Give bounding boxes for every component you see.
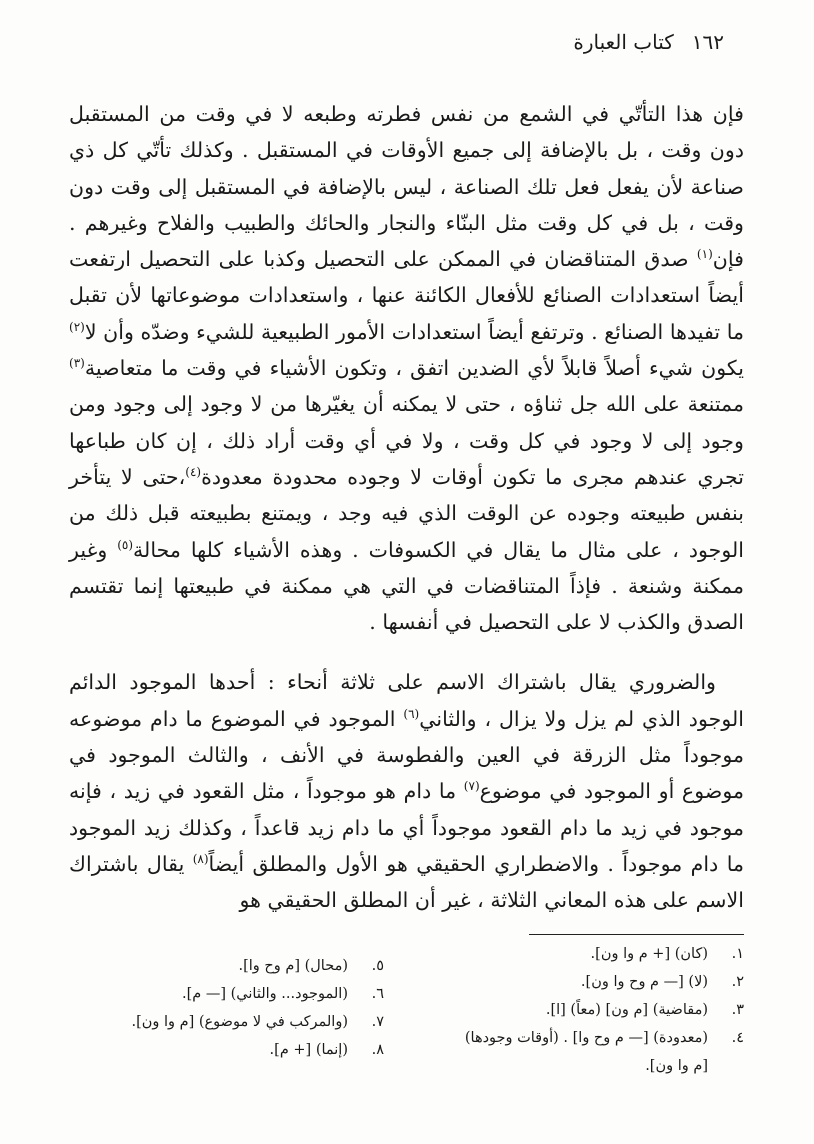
footnote xyxy=(414,996,744,1024)
footnote-text: (كان) [+ م وا ون]. xyxy=(590,946,708,962)
footnote-continuation: [م وا ون]. xyxy=(645,1058,708,1074)
footnote-ref: (٦) xyxy=(403,706,420,721)
footnote-text: (والمركب في لا موضوع) [م وا ون]. xyxy=(131,1014,348,1030)
footnote-ref: (٢) xyxy=(69,319,85,334)
footnote-number: ٥. xyxy=(371,958,384,974)
text-run: يقال باشتراك الاسم على هذه المعاني الثلاثة ، غير أن المطلق الحقيقي هو xyxy=(69,851,744,913)
footnote xyxy=(414,968,744,996)
footnote-number: ٧. xyxy=(371,1014,384,1030)
text-run: يكون شيء أصلاً قابلاً لأي الضدين اتفق ، وتكون الأشياء في وقت ما متعاصية xyxy=(84,356,744,381)
footnote-text: (معدودة) [— م وح وا] . (أوقات وجودها) xyxy=(464,1030,708,1046)
text-run: فإن هذا التأتّي في الشمع من نفس فطرته وطبعه لا في وقت من المستقبل دون وقت ، بل بالإضافة إلى جميع الأوقات في المستقبل . وكذلك تأتّي كل ذي صناعة لأن يفعل فعل تلك الصناعة ، ليس بالإضافة في المستقبل إلى وقت دون وقت ، بل في كل وقت مثل البنّاء والنجار والحائك والطبيب والفلاح وغيرهم . فإن xyxy=(69,102,744,272)
book-title: كتاب العبارة xyxy=(573,30,674,54)
text-run: ،حتى لا يتأخر بنفس طبيعته وجوده عن الوقت الذي فيه وجد ، ويمتنع بطبيعته قبل ذلك من الوجود ، على مثال ما يقال في الكسوفات . وهذه الأشياء كلها محالة xyxy=(69,464,744,562)
footnote xyxy=(414,940,744,968)
text-run: وغير ممكنة وشنعة . فإذاً المتناقضات في التي هي ممكنة في طبيعتها إنما تقتسم الصدق والكذب لا على التحصيل في أنفسها . xyxy=(69,537,744,635)
footnote-divider xyxy=(529,934,744,935)
footnote-number: ٦. xyxy=(371,986,384,1002)
footnote-text: (مقاضية) [م ون] (معاً) [ا]. xyxy=(545,1002,708,1018)
text-run: والضروري يقال باشتراك الاسم على ثلاثة أنحاء : أحدها الموجود الدائم الوجود الذي لم يزل ولا يزال ، والثاني xyxy=(69,670,744,731)
footnote-ref: (٣) xyxy=(69,356,85,371)
footnote-ref: (٨) xyxy=(192,852,209,867)
footnote-ref: (٧) xyxy=(463,779,480,794)
text-run: ممتنعة على الله جل ثناؤه ، حتى لا يمكنه أن يغيّرها من لا وجود إلى وجود ومن وجود إلى لا وجود في كل وقت ، ولا في أي وقت أراد ذلك ، إن كان طباعها تجري عندهم مجرى ما تكون أوقات لا وجوده محدودة معدودة xyxy=(69,392,744,489)
footnote xyxy=(54,1036,384,1064)
footnote xyxy=(54,980,384,1008)
footnote-ref: (٤) xyxy=(185,465,202,480)
text-run: صدق المتناقضان في الممكن على التحصيل وكذبا على التحصيل ارتفعت أيضاً استعدادات الصنائع للأفعال الكائنة عنها ، واستعدادات موضوعاتها لأن تقبل ما تفيدها الصنائع . وترتفع أيضاً استعدادات الأمور الطبيعية للشيء وضدّه وأن لا xyxy=(69,247,744,344)
footnotes-right-column xyxy=(414,940,744,1080)
page-number: ١٦٢ xyxy=(691,30,724,54)
footnote-number: ٢. xyxy=(731,974,744,990)
footnote-text: (محال) [م وح وا]. xyxy=(238,958,348,974)
footnote-number: ٨. xyxy=(371,1042,384,1058)
footnote-ref: (٥) xyxy=(117,537,134,552)
footnote xyxy=(54,1008,384,1036)
footnote xyxy=(414,1024,744,1052)
footnote-text: (لا) [— م وح وا ون]. xyxy=(580,974,708,990)
main-text xyxy=(69,96,744,919)
footnote xyxy=(54,952,384,980)
footnote-number: ١. xyxy=(731,946,744,962)
footnotes-left-column xyxy=(54,952,384,1064)
text-run: الموجود في الموضوع ما دام موضوعه موجوداً مثل الزرقة في العين والفطوسة في الأنف ، والثالث الموجود في موضوع أو الموجود في موضوع xyxy=(69,706,744,804)
footnote-text: (الموجود... والثاني) [— م]. xyxy=(182,986,348,1002)
footnote-ref: (١) xyxy=(696,247,713,262)
paragraph-1 xyxy=(69,96,744,640)
footnote-text: (إنما) [+ م]. xyxy=(269,1042,348,1058)
footnote-number: ٣. xyxy=(731,1002,744,1018)
text-run: ما دام هو موجوداً ، مثل القعود في زيد ، فإنه موجود في زيد ما دام القعود موجوداً أي ما دام زيد قاعداً ، وكذلك زيد الموجود ما دام موجوداً . والاضطراري الحقيقي هو الأول والمطلق أيضاً xyxy=(69,779,744,876)
running-header xyxy=(573,30,724,54)
footnote-number: ٤. xyxy=(731,1030,744,1046)
paragraph-2 xyxy=(69,664,744,918)
